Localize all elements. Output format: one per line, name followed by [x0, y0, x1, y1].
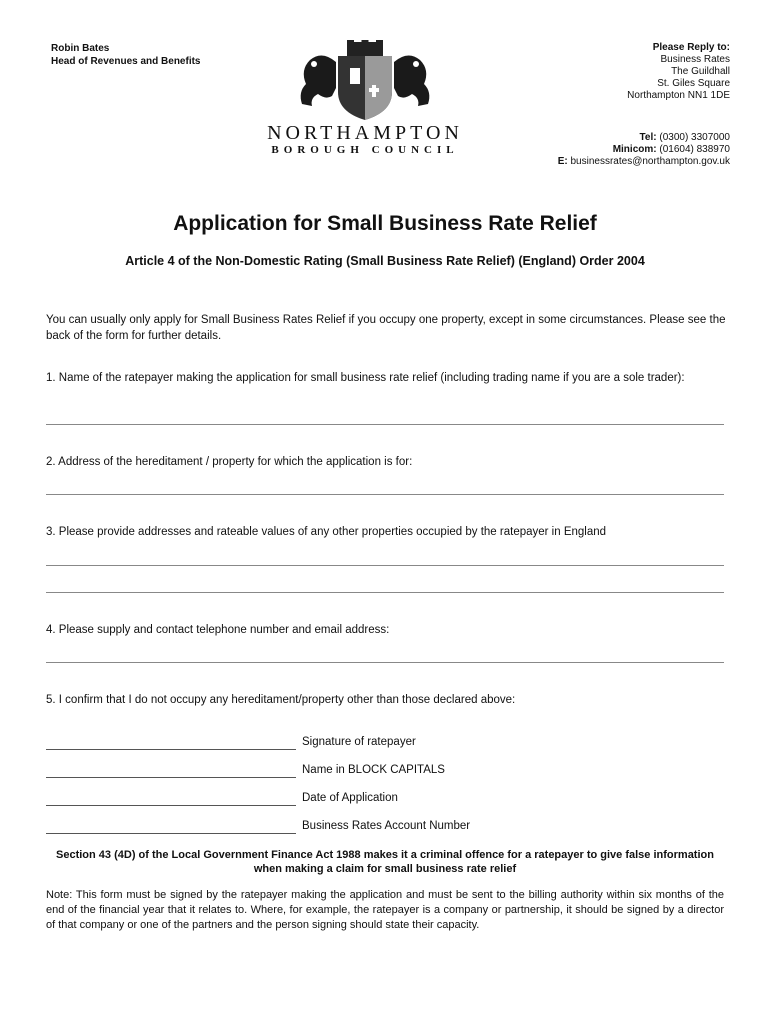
reply-line: Northampton NN1 1DE	[627, 90, 730, 101]
reply-address	[627, 42, 730, 102]
answer-line-3b[interactable]	[46, 592, 724, 593]
answer-line-2[interactable]	[46, 494, 724, 495]
name-label: Name in BLOCK CAPITALS	[302, 764, 445, 776]
name-field	[46, 762, 445, 778]
answer-line-1[interactable]	[46, 424, 724, 425]
tel-label: Tel:	[639, 132, 657, 143]
name-line[interactable]	[46, 766, 296, 778]
legal-warning: Section 43 (4D) of the Local Government Finance Act 1988 makes it a criminal offence for a ratepayer to give false information when making a claim for small business rate relief	[56, 849, 714, 875]
tel-value: (0300) 3307000	[659, 132, 730, 143]
sender-block	[51, 42, 200, 68]
date-field	[46, 790, 398, 806]
council-name-logo	[240, 122, 490, 156]
question-4: 4. Please supply and contact telephone number and email address:	[46, 624, 390, 636]
page-subtitle: Article 4 of the Non-Domestic Rating (Small Business Rate Relief) (England) Order 2004	[125, 254, 645, 268]
intro-text: You can usually only apply for Small Business Rates Relief if you occupy one property, except in some circumstances. Please see the back of the form for further details.	[46, 314, 726, 342]
question-2: 2. Address of the hereditament / property for which the application is for:	[46, 456, 413, 468]
question-3: 3. Please provide addresses and rateable values of any other properties occupied by the ratepayer in England	[46, 526, 607, 538]
tel-line	[558, 132, 730, 144]
signature-line[interactable]	[46, 738, 296, 750]
account-number-field	[46, 818, 470, 834]
email-line	[558, 156, 730, 168]
sender-role: Head of Revenues and Benefits	[51, 56, 201, 67]
question-5: 5. I confirm that I do not occupy any hereditament/property other than those declared above:	[46, 694, 516, 706]
council-crest-logo	[292, 40, 438, 122]
reply-heading: Please Reply to:	[652, 42, 730, 53]
email-value: businessrates@northampton.gov.uk	[570, 156, 730, 167]
signature-field	[46, 734, 416, 750]
sender-name: Robin Bates	[51, 43, 110, 54]
answer-line-4[interactable]	[46, 662, 724, 663]
reply-line: The Guildhall	[671, 66, 730, 77]
council-name: NORTHAMPTON	[267, 122, 463, 144]
email-label: E:	[557, 156, 568, 167]
question-1: 1. Name of the ratepayer making the application for small business rate relief (including trading name if you are a sole trader):	[46, 372, 685, 384]
date-line[interactable]	[46, 794, 296, 806]
reply-line: St. Giles Square	[657, 78, 730, 89]
minicom-value: (01604) 838970	[659, 144, 730, 155]
account-number-label: Business Rates Account Number	[302, 820, 471, 832]
account-number-line[interactable]	[46, 822, 296, 834]
minicom-line	[558, 144, 730, 156]
minicom-label: Minicom:	[612, 144, 657, 155]
council-subname: BOROUGH COUNCIL	[271, 144, 459, 156]
contact-details	[558, 132, 730, 168]
page-title: Application for Small Business Rate Relief	[173, 212, 597, 235]
answer-line-3a[interactable]	[46, 565, 724, 566]
date-label: Date of Application	[302, 792, 398, 804]
reply-line: Business Rates	[660, 54, 730, 65]
signature-label: Signature of ratepayer	[302, 736, 416, 748]
note-text: Note: This form must be signed by the ratepayer making the application and must be sent to the billing authority within six months of the end of the financial year that it relates to. Where, for example, the ratepayer is a company or partnership, it should be signed by a director of that company or one of the partners and the person signing should state their capacity.	[46, 889, 724, 931]
